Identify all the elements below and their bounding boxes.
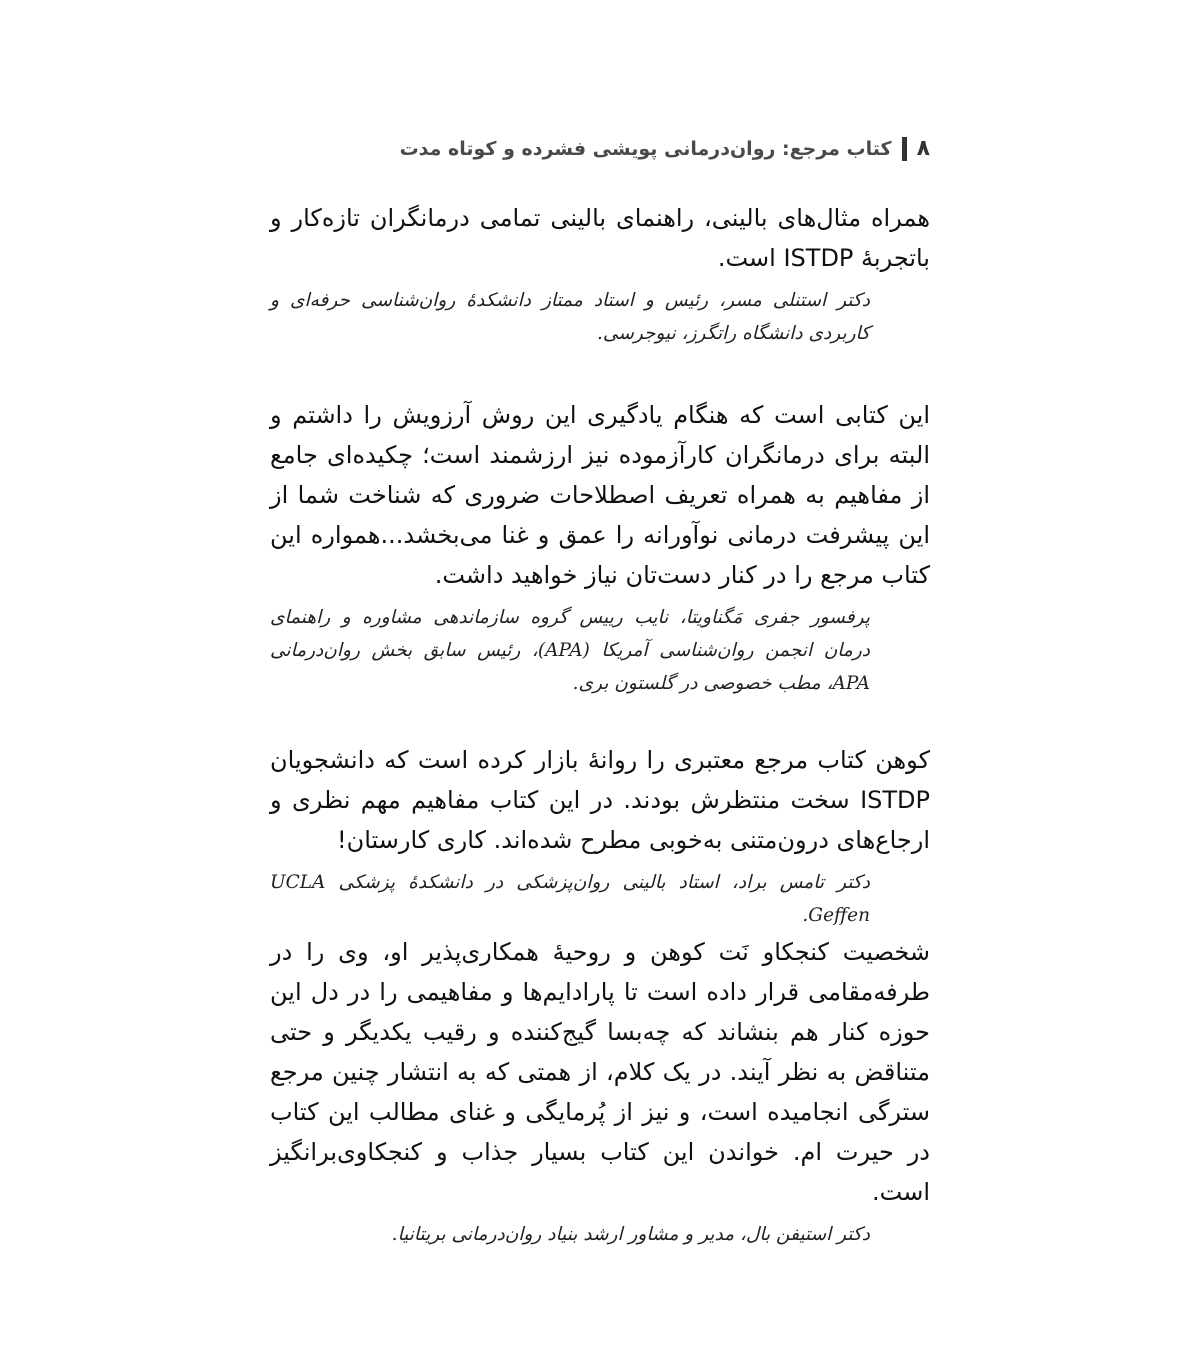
endorsement-attribution: دکتر تامس براد، استاد بالینی روان‌پزشکی در دانشکدهٔ پزشکی UCLA Geffen. — [270, 872, 870, 926]
endorsement-text: همراه مثال‌های بالینی، راهنمای بالینی تمامی درمانگران تازه‌کار و باتجربهٔ ISTDP است. — [270, 204, 930, 272]
book-title: کتاب مرجع: روان‌درمانی پویشی فشرده و کوتاه مدت — [399, 137, 892, 160]
header-separator — [902, 137, 907, 161]
endorsement-1 — [270, 198, 930, 350]
endorsement-attribution: دکتر استنلی مسر، رئیس و استاد ممتاز دانشکدهٔ روان‌شناسی حرفه‌ای و کاربردی دانشگاه راتگرز، نیوجرسی. — [270, 290, 870, 344]
endorsement-4 — [270, 932, 930, 1251]
page-number: ۸ — [916, 136, 930, 161]
endorsement-text: شخصیت کنجکاو نَت کوهن و روحیهٔ همکاری‌پذیر او، وی را در طرفه‌مقامی قرار داده است تا پارادایم‌ها و مفاهیمی را در دل این حوزه کنار هم بنشاند که چه‌بسا گیج‌کننده و رقیب یکدیگر و حتی متناقض به نظر آیند. در یک کلام، از همتی که به انتشار چنین مرجع سترگی انجامیده است، و نیز از پُرمایگی و غنای مطالب این کتاب در حیرت ام. خواندن این کتاب بسیار جذاب و کنجکاوی‌برانگیز است. — [270, 938, 930, 1206]
endorsement-attribution: دکتر استیفن بال، مدیر و مشاور ارشد بنیاد روان‌درمانی بریتانیا. — [391, 1224, 870, 1245]
endorsement-text: کوهن کتاب مرجع معتبری را روانهٔ بازار کرده است که دانشجویان ISTDP سخت منتظرش بودند. در این کتاب مفاهیم مهم نظری و ارجاع‌های درون‌متنی به‌خوبی مطرح شده‌اند. کاری کارستان! — [270, 746, 930, 854]
endorsement-2 — [270, 395, 930, 700]
endorsement-3 — [270, 740, 930, 932]
running-header — [270, 136, 930, 161]
endorsement-text: این کتابی است که هنگام یادگیری این روش آرزویش را داشتم و البته برای درمانگران کارآزموده نیز ارزشمند است؛ چکیده‌ای جامع از مفاهیم به همراه تعریف اصطلاحات ضروری که شناخت شما از این پیشرفت درمانی نوآورانه را عمق و غنا می‌بخشد...همواره این کتاب مرجع را در کنار دست‌تان نیاز خواهید داشت. — [270, 401, 930, 589]
endorsement-attribution: پرفسور جفری مَگناویتا، نایب رییس گروه سازماندهی مشاوره و راهنمای درمان انجمن روان‌شناسی آمریکا (APA)، رئیس سابق بخش روان‌درمانی APA، مطب خصوصی در گلستون بری. — [270, 607, 871, 694]
